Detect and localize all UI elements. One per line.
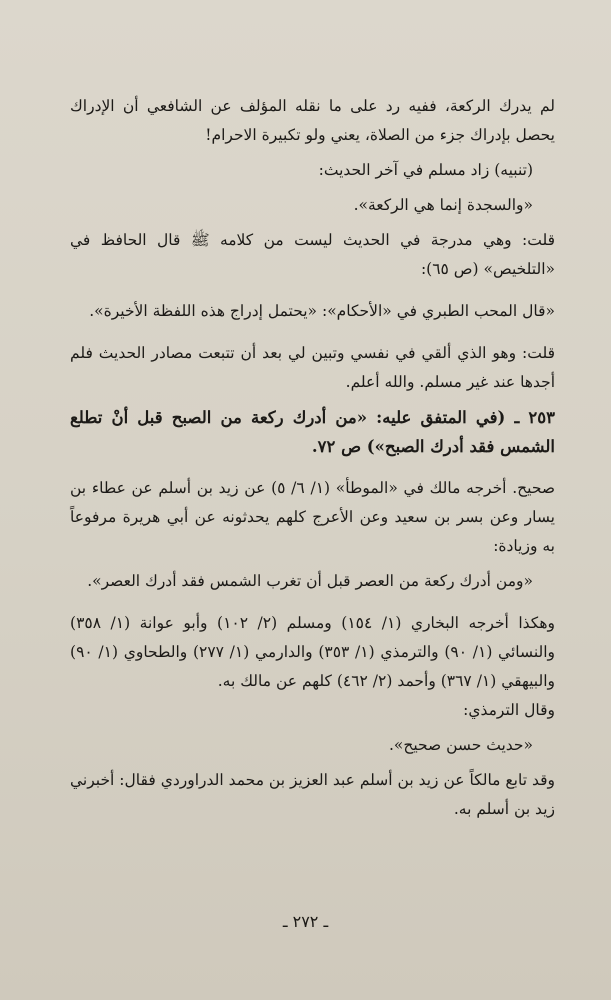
- paragraph-7: وقال الترمذي:: [463, 701, 555, 719]
- quote-1: «والسجدة إنما هي الركعة».: [353, 196, 533, 214]
- paragraph-8: وقد تابع مالكاً عن زيد بن أسلم عبد العزيز بن محمد الدراوردي فقال: أخبرني زيد بن أسلم به.: [70, 771, 555, 818]
- paragraph-note: (تنبيه) زاد مسلم في آخر الحديث:: [318, 161, 533, 179]
- paragraph-3: قلت: وهي مدرجة في الحديث ليست من كلامه ﷺ قال الحافظ في «التلخيص» (ص ٦٥):: [70, 231, 555, 278]
- paragraph-5: صحيح. أخرجه مالك في «الموطأ» (١/ ٦/ ٥) عن زيد بن أسلم عن عطاء بن يسار وعن بسر بن سعيد وعن الأعرج كلهم يحدثونه عن أبي هريرة مرفوعاً به وزيادة:: [70, 479, 555, 555]
- quote-2: «قال المحب الطبري في «الأحكام»: «يحتمل إدراج هذه اللفظة الأخيرة».: [89, 302, 555, 320]
- paragraph-1: لم يدرك الركعة، ففيه رد على ما نقله المؤلف عن الشافعي أن الإدراك يحصل بإدراك جزء من الصلاة، يعني ولو تكبيرة الاحرام!: [70, 97, 555, 144]
- quote-3: «ومن أدرك ركعة من العصر قبل أن تغرب الشمس فقد أدرك العصر».: [87, 572, 533, 590]
- hadith-heading: ٢٥٣ ـ (في المتفق عليه: «من أدرك ركعة من الصبح قبل أنْ تطلع الشمس فقد أدرك الصبح») ص ٧٢.: [70, 408, 555, 456]
- paragraph-6: وهكذا أخرجه البخاري (١/ ١٥٤) ومسلم (٢/ ١٠٢) وأبو عوانة (١/ ٣٥٨) والنسائي (١/ ٩٠) والترمذي (١/ ٣٥٣) والدارمي (١/ ٢٧٧) والطحاوي (١/ ٩٠) والبيهقي (١/ ٣٦٧) وأحمد (٢/ ٤٦٢) كلهم عن مالك به.: [70, 614, 556, 690]
- quote-4: «حديث حسن صحيح».: [388, 736, 533, 754]
- page-number: ـ ٢٧٢ ـ: [282, 912, 329, 931]
- page-body: [70, 92, 555, 824]
- paragraph-4: قلت: وهو الذي ألقي في نفسي وتبين لي بعد أن تتبعت مصادر الحديث فلم أجدها عند غير مسلم. والله أعلم.: [70, 344, 555, 391]
